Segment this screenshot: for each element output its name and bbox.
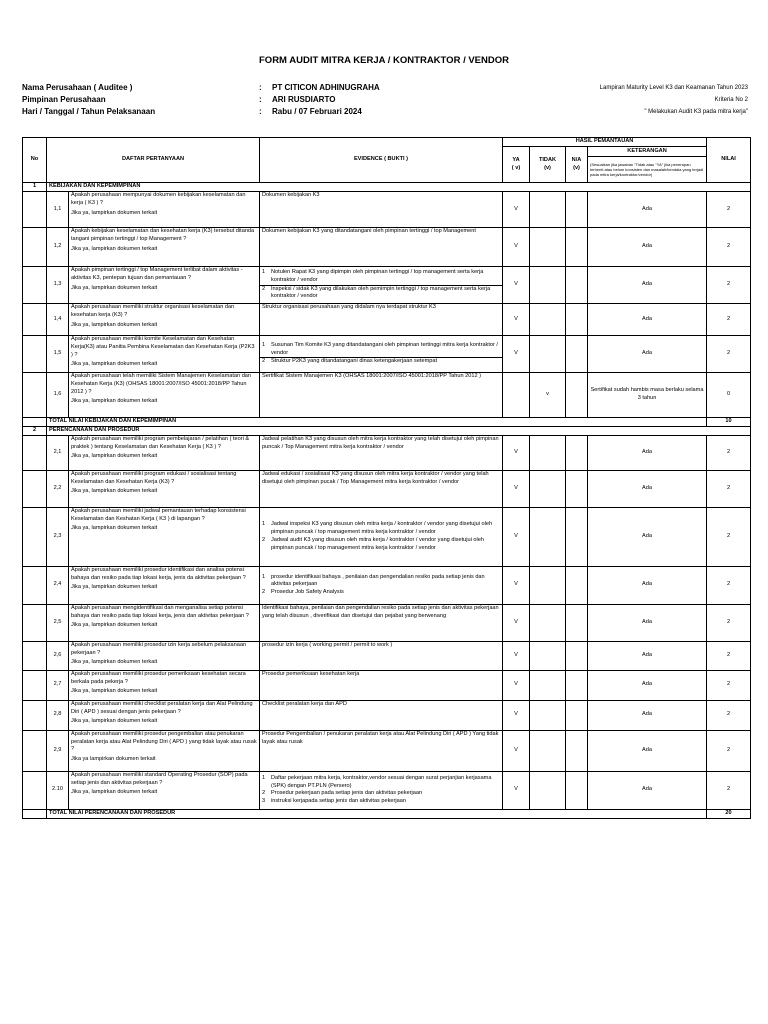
row-no: 1,5 xyxy=(47,336,69,373)
evidence xyxy=(260,435,503,470)
evidence-item-text: Daftar pekerjaan mitra kerja, kontraktor,vendor sesuai dengan surat perjanjian kerjasama (SPK) dengan PT.PLN (Persero) xyxy=(271,774,492,789)
question xyxy=(69,730,260,771)
evidence xyxy=(260,336,503,373)
evidence xyxy=(260,566,503,604)
question-line: Apakah perusahaan memiliki prosedur pemeriksaan kesehatan secara berkala pada pekerja ? xyxy=(71,670,246,685)
question-line: Apakah perusahaan memiliki prosedur izin kerja sebelum pelaksanaan pekerjaan ? xyxy=(71,641,247,656)
row-no: 2,4 xyxy=(47,566,69,604)
total-row xyxy=(23,418,751,427)
answer-na xyxy=(566,192,588,228)
header-sep: : xyxy=(259,83,262,92)
evidence-item xyxy=(260,285,502,302)
evidence-line: Dokumen kebijakan K3 yang ditandatangani oleh pimpinan tertinggi / top Management xyxy=(262,228,476,234)
total-label: TOTAL NILAI KEBIJAKAN DAN KEPEMIMPINAN xyxy=(47,418,707,427)
keterangan: Ada xyxy=(588,700,707,730)
question-line: Apakah perusahaan mempunyai dokumen kebijakan keselamatan dan kerja ( K3 ) ? xyxy=(71,192,246,206)
row-blank xyxy=(23,418,47,427)
section-row xyxy=(23,183,751,192)
col-na-sub: (v) xyxy=(573,164,580,171)
table-row xyxy=(23,730,751,771)
answer-tidak xyxy=(530,641,566,670)
col-no: No xyxy=(23,138,47,183)
evidence-line: Prosedur Pengembalian / penukaran peralatan kerja atau Alat Pelindung Diri ( APD ) Yang tidak layak atau rusak xyxy=(262,730,499,745)
evidence-item-text: Prosedur Job Safety Analysis xyxy=(271,589,344,596)
evidence-item-text: Jadwal audit K3 yang disusun oleh mitra kerja / kontraktor / vendor yang disetujui oleh pimpinan puncak / top management mitra kerja kontraktor / vendor xyxy=(271,536,484,551)
answer-ya: V xyxy=(503,670,530,700)
evidence xyxy=(260,641,503,670)
question-line: Apakah perusahaan memiliki komite Keselamatan dan Kesehatan Kerja(K3) atau Panitia Pembina Keselamatan dan Kesehatan Kerja (P2K3 ) ? xyxy=(71,336,255,358)
evidence-item xyxy=(262,589,500,597)
evidence xyxy=(260,771,503,809)
question-line: Jika ya lampirkan dokumen terkait xyxy=(71,756,156,763)
answer-tidak xyxy=(530,435,566,470)
answer-tidak xyxy=(530,700,566,730)
table-row xyxy=(23,228,751,267)
row-no: 2,6 xyxy=(47,641,69,670)
row-no: 1,3 xyxy=(47,267,69,304)
evidence-item xyxy=(262,537,500,553)
evidence-item xyxy=(262,521,500,537)
evidence-line: Checklist peralatan kerja dan APD xyxy=(262,700,347,707)
question xyxy=(69,507,260,566)
keterangan: Ada xyxy=(588,336,707,373)
evidence-item-text: Inspeksi / sidak K3 yang dilakukan oleh pemimpin tertinggi / top management serta kerja kontraktor / vendor xyxy=(271,285,491,300)
table-row xyxy=(23,267,751,304)
keterangan: Ada xyxy=(588,192,707,228)
question-line: Jika ya, lampirkan dokumen terkait xyxy=(71,398,158,405)
row-blank xyxy=(23,771,47,809)
nilai: 2 xyxy=(707,228,751,267)
answer-ya: V xyxy=(503,641,530,670)
question xyxy=(69,771,260,809)
answer-ya: V xyxy=(503,507,530,566)
question-line: Jika ya, lampirkan dokumen terkait xyxy=(71,284,158,291)
table-row xyxy=(23,336,751,373)
col-tidak xyxy=(530,147,566,183)
row-no: 2,9 xyxy=(47,730,69,771)
answer-ya xyxy=(503,373,530,418)
col-keterangan: KETERANGAN xyxy=(588,147,707,157)
evidence-item-number: 2 xyxy=(262,358,266,365)
keterangan: Ada xyxy=(588,304,707,336)
answer-ya: V xyxy=(503,566,530,604)
audit-note: " Melakukan Audit K3 pada mitra kerja" xyxy=(644,109,748,115)
question-line: Jika ya, lampirkan dokumen terkait xyxy=(71,245,158,252)
table-row xyxy=(23,470,751,507)
question xyxy=(69,604,260,641)
question-line: Apakah perusahaan memiliki struktur organisasi keselamatan dan kesehatan kerja (K3) ? xyxy=(71,304,235,318)
table-row xyxy=(23,670,751,700)
question-line: Jika ya, lampirkan dokumen terkait xyxy=(71,488,158,495)
table-row xyxy=(23,641,751,670)
evidence-item xyxy=(262,342,500,358)
row-blank xyxy=(23,809,47,818)
evidence-item xyxy=(262,798,500,806)
answer-tidak xyxy=(530,470,566,507)
answer-na xyxy=(566,507,588,566)
nilai: 2 xyxy=(707,267,751,304)
question xyxy=(69,228,260,267)
table-row xyxy=(23,604,751,641)
nilai: 2 xyxy=(707,700,751,730)
row-blank xyxy=(23,228,47,267)
nilai: 2 xyxy=(707,670,751,700)
col-evidence: EVIDENCE ( BUKTI ) xyxy=(260,138,503,183)
keterangan: Ada xyxy=(588,507,707,566)
col-tidak-sub: (v) xyxy=(544,164,551,171)
evidence-item xyxy=(262,269,500,285)
evidence xyxy=(260,228,503,267)
question xyxy=(69,470,260,507)
row-no: 2,7 xyxy=(47,670,69,700)
row-no: 1,2 xyxy=(47,228,69,267)
evidence-item-text: Susunan Tim Komite K3 yang ditandatangani oleh pimpinan tertinggi mitra kerja kontraktor / vendor xyxy=(271,341,498,356)
question-line: Apakah perusahaan memiliki program pembelajaran / pelatihan ( teori & praktek ) tentang Keselamatan dan Kesehatan Kerja ( K3 ) ? xyxy=(71,435,250,450)
evidence-item-number: 1 xyxy=(262,521,266,528)
section-title: PERENCANAAN DAN PROSEDUR xyxy=(47,426,751,435)
evidence-item-number: 1 xyxy=(262,774,266,781)
evidence-item-text: instruksi kerjapada setiap jenis dan aktivitas pekerjaan xyxy=(271,798,406,805)
evidence-item xyxy=(262,790,500,798)
evidence-item-number: 1 xyxy=(262,341,266,348)
header-value: ARI RUSDIARTO xyxy=(272,95,336,104)
table-row xyxy=(23,700,751,730)
nilai: 2 xyxy=(707,604,751,641)
evidence-item-number: 3 xyxy=(262,798,266,805)
question xyxy=(69,700,260,730)
answer-tidak xyxy=(530,336,566,373)
section-no: 1 xyxy=(23,183,47,192)
answer-na xyxy=(566,228,588,267)
header-label: Hari / Tanggal / Tahun Pelaksanaan xyxy=(22,107,156,116)
col-nilai: NILAI xyxy=(707,138,751,183)
question-line: Jika ya, lampirkan dokumen terkait xyxy=(71,622,158,629)
question xyxy=(69,267,260,304)
answer-tidak xyxy=(530,566,566,604)
answer-tidak xyxy=(530,604,566,641)
row-no: 2,1 xyxy=(47,435,69,470)
row-blank xyxy=(23,470,47,507)
question-line: Apakah perusahaan memiliki program edukasi / sosialisasi tentang Keselamatan dan Kesehatan Kerja (K3) ? xyxy=(71,470,237,485)
row-blank xyxy=(23,700,47,730)
answer-ya: V xyxy=(503,771,530,809)
evidence xyxy=(260,730,503,771)
answer-na xyxy=(566,771,588,809)
keterangan: Ada xyxy=(588,604,707,641)
col-na xyxy=(566,147,588,183)
nilai: 2 xyxy=(707,730,751,771)
answer-na xyxy=(566,336,588,373)
header-label: Nama Perusahaan ( Auditee ) xyxy=(22,83,133,92)
row-blank xyxy=(23,641,47,670)
col-ya-label: YA xyxy=(512,156,520,163)
evidence-line: Jadwal edukasi / sosialisasi K3 yang disusun oleh mitra kerja kontraktor / vendor yang telah disetujui oleh pimpinan pucak / Top Management mitra kerja kontraktor / vendor xyxy=(262,470,489,485)
evidence-item-text: Jadwal inspeksi K3 yang disusun oleh mitra kerja / kontraktor / vendor yang disetujui oleh pimpinan puncak / top management mitra kerja kontraktor / vendor xyxy=(271,521,493,535)
answer-ya: V xyxy=(503,304,530,336)
question-line: Apakah perusahaan mengidentifikasi dan menganalisa setiap potensi bahaya dan resiko pada tiap lokasi kerja, jenis dan aktivitas pekerjaan ? xyxy=(71,604,249,619)
nilai: 2 xyxy=(707,336,751,373)
question-line: Apakah perusahaan memiliki standard Operating Prosedur (SOP) pada setiap jenis dan aktivitas pekerjaan ? xyxy=(71,771,248,786)
answer-ya: V xyxy=(503,336,530,373)
evidence-item xyxy=(262,775,500,791)
evidence xyxy=(260,267,503,304)
header-value: PT CITICON ADHINUGRAHA xyxy=(272,83,380,92)
col-na-label: N/A xyxy=(571,156,582,163)
answer-na xyxy=(566,373,588,418)
answer-tidak xyxy=(530,670,566,700)
total-label: TOTAL NILAI PERENCANAAN DAN PROSEDUR xyxy=(47,809,707,818)
keterangan: Ada xyxy=(588,730,707,771)
criteria-note: Kriteria No 2 xyxy=(714,97,748,103)
table-row xyxy=(23,304,751,336)
evidence-item-number: 2 xyxy=(262,536,266,543)
question-line: Apakah perusahaan memiliki jadwal pemantauan terhadap konsistensi Keselamatan dan Keshatan Kerja ( K3 ) di lapangan ? xyxy=(71,507,246,522)
nilai: 0 xyxy=(707,373,751,418)
evidence xyxy=(260,604,503,641)
answer-na xyxy=(566,700,588,730)
question xyxy=(69,670,260,700)
answer-ya: V xyxy=(503,700,530,730)
row-no: 1,6 xyxy=(47,373,69,418)
question-line: Apakah perusahaan telah memiliki Sistem Manajemen Keselamatan dan Kesehatan Kerja (K3) (OHSAS 18001:2007/ISO 45001:2018/PP Tahun 2012 ) ? xyxy=(71,373,252,395)
question xyxy=(69,373,260,418)
answer-tidak xyxy=(530,771,566,809)
question-line: Jika ya, lampirkan dokumen terkait xyxy=(71,361,158,368)
evidence-line: Dokumen kebijakan K3 xyxy=(262,192,320,198)
evidence-line: Sertifikat Sistem Manajemen K3 (OHSAS 18001:2007/ISO 45001:2018/PP Tahun 2012 ) xyxy=(262,373,482,379)
row-no: 1,1 xyxy=(47,192,69,228)
answer-na xyxy=(566,641,588,670)
evidence-line: Identifikasi bahaya, penilaian dan pengendalian resiko pada setiap jenis dan aktivitas pekerjaan yang telah disusun , diverifikasi dan disetujui dan pejabat yang berwenang xyxy=(262,604,499,619)
question-line: Apakah perusahaan memiliki prosedur pengembalian atau penukaran peralatan kerja atau Alat Pelindung Diri ( APD ) yang tidak layak atau rusak ? xyxy=(71,730,257,753)
answer-na xyxy=(566,566,588,604)
row-blank xyxy=(23,304,47,336)
table-row xyxy=(23,435,751,470)
question-line: Jika ya, lampirkan dokumen terkait xyxy=(71,659,158,666)
col-ya xyxy=(503,147,530,183)
row-blank xyxy=(23,566,47,604)
keterangan: Ada xyxy=(588,566,707,604)
nilai: 2 xyxy=(707,304,751,336)
nilai: 2 xyxy=(707,566,751,604)
header-label: Pimpinan Perusahaan xyxy=(22,95,106,104)
keterangan: Ada xyxy=(588,670,707,700)
form-title: FORM AUDIT MITRA KERJA / KONTRAKTOR / VENDOR xyxy=(259,55,509,66)
evidence-item-text: Prosedur pekerjaan pada setiap jenis dan aktivitas pekerjaan xyxy=(271,790,423,797)
row-blank xyxy=(23,507,47,566)
evidence xyxy=(260,192,503,228)
nilai: 2 xyxy=(707,470,751,507)
col-keterangan-note: (Sesuaikan jika jawaban "Tidak atau "YA" jika penerapan terhenti atau belum konsisten dan masalah/kendala yang terjadi pada mitra kerja/kontraktor/vendor) xyxy=(588,157,707,183)
keterangan: Ada xyxy=(588,771,707,809)
col-daftar: DAFTAR PERTANYAAN xyxy=(47,138,260,183)
evidence xyxy=(260,507,503,566)
answer-ya: V xyxy=(503,228,530,267)
table-row xyxy=(23,192,751,228)
answer-na xyxy=(566,267,588,304)
row-no: 2,8 xyxy=(47,700,69,730)
evidence-line: Prosedur pemeriksaan kesehatan kerja xyxy=(262,670,360,677)
evidence xyxy=(260,470,503,507)
row-blank xyxy=(23,336,47,373)
answer-tidak xyxy=(530,267,566,304)
row-no: 2.10 xyxy=(47,771,69,809)
question-line: Apakah pimpinan tertinggi / top Management terlibat dalam aktivitas - aktivitas K3, pentepan tujuan dan pemantauan ? xyxy=(71,267,243,281)
question-line: Jika ya, lampirkan dokumen terkait xyxy=(71,209,158,216)
row-no: 2,3 xyxy=(47,507,69,566)
section-row xyxy=(23,426,751,435)
question-line: Jika ya, lampirkan dokumen terkait xyxy=(71,688,158,695)
evidence-item-number: 2 xyxy=(262,790,266,797)
question xyxy=(69,336,260,373)
col-hasil: HASIL PEMANTAUAN xyxy=(503,138,707,147)
row-no: 2,5 xyxy=(47,604,69,641)
question xyxy=(69,192,260,228)
nilai: 2 xyxy=(707,507,751,566)
answer-ya: V xyxy=(503,192,530,228)
question-line: Apakah kebijakan keselamatan dan kesehatan kerja (K3) tersebut ditanda tangani pimpinan tertinggi / top Management ? xyxy=(71,228,255,242)
answer-na xyxy=(566,604,588,641)
total-row xyxy=(23,809,751,818)
evidence-item xyxy=(262,574,500,590)
answer-ya: V xyxy=(503,435,530,470)
question-line: Apakah perusahaan memiliki prosedur identifikasi dan analisa potensi bahaya dan resiko pada tiap lokasi kerja, jenis da aktivitas pekerjaan ? xyxy=(71,566,246,581)
evidence-item xyxy=(260,357,502,366)
header-value: Rabu / 07 Februari 2024 xyxy=(272,107,362,116)
question xyxy=(69,304,260,336)
answer-ya: V xyxy=(503,604,530,641)
question xyxy=(69,566,260,604)
nilai: 2 xyxy=(707,641,751,670)
table-row xyxy=(23,373,751,418)
question-line: Jika ya, lampirkan dokumen terkait xyxy=(71,525,158,532)
evidence xyxy=(260,304,503,336)
answer-na xyxy=(566,670,588,700)
answer-na xyxy=(566,470,588,507)
row-no: 1,4 xyxy=(47,304,69,336)
nilai: 2 xyxy=(707,771,751,809)
question-line: Jika ya, lampirkan dokumen terkait xyxy=(71,718,158,725)
evidence xyxy=(260,700,503,730)
table-row xyxy=(23,566,751,604)
question-line: Jika ya, lampirkan dokumen terkait xyxy=(71,789,158,796)
header-sep: : xyxy=(259,107,262,116)
answer-ya: V xyxy=(503,730,530,771)
question-line: Jika ya, lampirkan dokumen terkait xyxy=(71,584,158,591)
evidence-item-text: prosedur identifikasi bahaya , penilaian dan pengendalian resiko pada setiap jenis dan aktivitas pekerjaan xyxy=(271,573,485,588)
table-row xyxy=(23,507,751,566)
appendix-note: Lampiran Maturity Level K3 dan Keamanan Tahun 2023 xyxy=(599,85,748,91)
evidence-item-text: Struktur P2K3 yang ditandatangani dinas ketengakerjaan setempat xyxy=(271,358,438,365)
audit-table xyxy=(22,137,751,819)
keterangan: Ada xyxy=(588,641,707,670)
header-sep: : xyxy=(259,95,262,104)
evidence-item-number: 1 xyxy=(262,268,266,275)
question-line: Jika ya, lampirkan dokumen terkait xyxy=(71,453,158,460)
row-no: 2,2 xyxy=(47,470,69,507)
evidence-item-number: 1 xyxy=(262,573,266,580)
answer-tidak xyxy=(530,304,566,336)
keterangan: Ada xyxy=(588,267,707,304)
evidence-line: Struktur organisasi perusahaan yang didalam nya terdapat struktur K3 xyxy=(262,304,436,310)
col-tidak-label: TIDAK xyxy=(538,156,557,163)
evidence-item-text: Notulen Rapat K3 yang dipimpin oleh pimpinan tertinggi / top management serta kerja kontraktor / vendor xyxy=(271,268,484,283)
question xyxy=(69,435,260,470)
question xyxy=(69,641,260,670)
evidence xyxy=(260,373,503,418)
answer-na xyxy=(566,435,588,470)
row-blank xyxy=(23,670,47,700)
keterangan: Sertifikat sudah hambis masa berlaku selama 3 tahun xyxy=(588,373,707,418)
keterangan: Ada xyxy=(588,228,707,267)
evidence xyxy=(260,670,503,700)
answer-tidak xyxy=(530,507,566,566)
row-blank xyxy=(23,730,47,771)
row-blank xyxy=(23,373,47,418)
answer-ya: V xyxy=(503,470,530,507)
nilai: 2 xyxy=(707,435,751,470)
answer-ya: V xyxy=(503,267,530,304)
total-value: 10 xyxy=(707,418,751,427)
answer-na xyxy=(566,730,588,771)
answer-tidak xyxy=(530,192,566,228)
section-no: 2 xyxy=(23,426,47,435)
evidence-item-number: 2 xyxy=(262,285,266,292)
question-line: Jika ya, lampirkan dokumen terkait xyxy=(71,321,158,328)
keterangan: Ada xyxy=(588,470,707,507)
total-value: 20 xyxy=(707,809,751,818)
row-blank xyxy=(23,435,47,470)
evidence-line: prosedur izin kerja ( working permit / permit to work ) xyxy=(262,641,393,648)
row-blank xyxy=(23,604,47,641)
row-blank xyxy=(23,192,47,228)
answer-na xyxy=(566,304,588,336)
answer-tidak xyxy=(530,228,566,267)
keterangan: Ada xyxy=(588,435,707,470)
evidence-item-number: 2 xyxy=(262,589,266,596)
table-row xyxy=(23,771,751,809)
section-title: KEBIJAKAN DAN KEPEMIMPINAN xyxy=(47,183,751,192)
row-blank xyxy=(23,267,47,304)
question-line: Apakah perusahaan memiliki checklist peralatan kerja dan Alat Pelindung Diri ( APD ) sesuai dengan jenis pekerjaan ? xyxy=(71,700,253,715)
nilai: 2 xyxy=(707,192,751,228)
answer-tidak: v xyxy=(530,373,566,418)
col-ya-sub: ( v) xyxy=(511,164,521,171)
evidence-line: Jadwal pelatihan K3 yang disusun oleh mitra kerja kontraktor yang telah disetujui oleh pimpinan puncak / Top Management mitra kerja kontraktor / vendor xyxy=(262,435,499,450)
answer-tidak xyxy=(530,730,566,771)
